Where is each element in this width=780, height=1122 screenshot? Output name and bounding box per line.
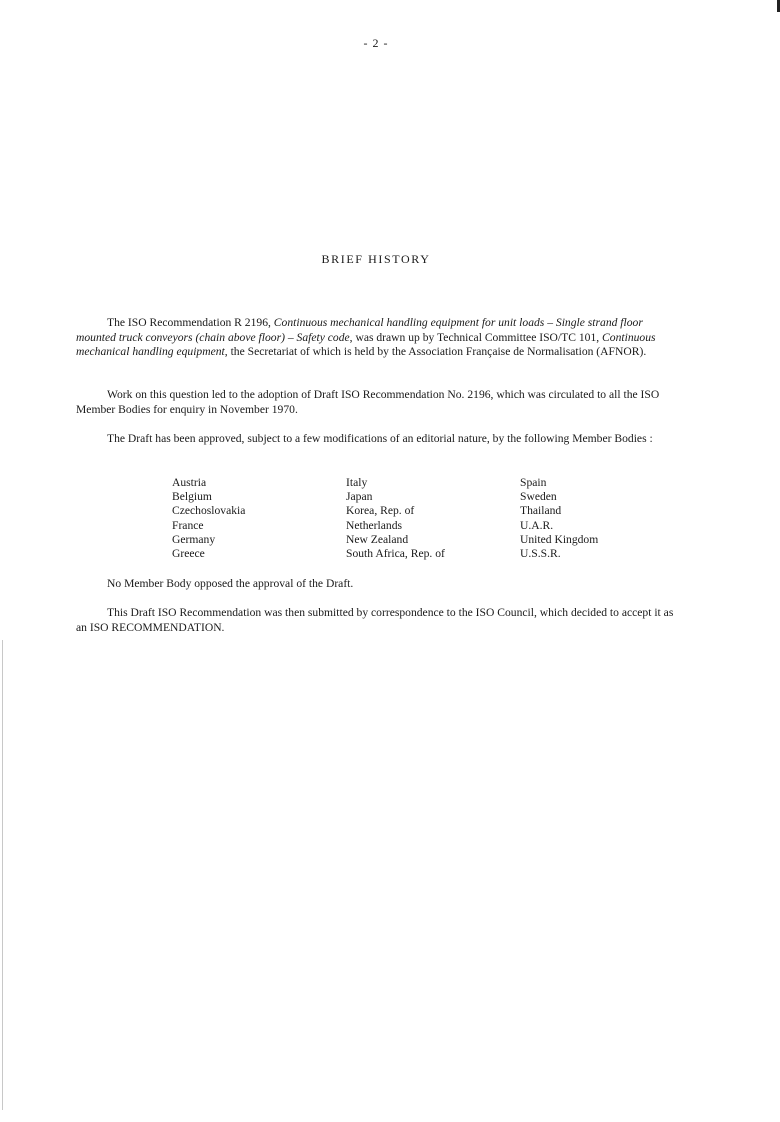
section-title: BRIEF HISTORY (321, 252, 431, 266)
member-body: South Africa, Rep. of (346, 547, 445, 561)
member-body: New Zealand (346, 532, 409, 546)
member-bodies-list (172, 476, 692, 561)
p1-text-a: The ISO Recommendation R 2196, (107, 316, 274, 329)
member-body: Greece (172, 547, 205, 561)
paragraph-approval (76, 432, 680, 447)
member-body: Spain (520, 476, 547, 489)
member-body: Netherlands (346, 518, 403, 532)
member-body: Thailand (520, 504, 562, 518)
p1-text-c: , was drawn up by Technical Committee ISO/TC 101, (349, 330, 603, 344)
member-body: Italy (346, 476, 368, 489)
member-body: U.A.R. (520, 518, 554, 532)
member-body: Japan (346, 490, 373, 504)
member-column-2 (346, 476, 520, 561)
p1-standard-title: Continuous mechanical handling equipment for unit loads – Single strand floor mounted truck conveyors (chain above floor) – Safety code (76, 316, 643, 344)
scan-edge-line (2, 640, 3, 1110)
p3-text: The Draft has been approved, subject to a few modifications of an editorial nature, by the following Member Bodies : (107, 432, 653, 445)
member-body: Belgium (172, 490, 212, 504)
member-body: Korea, Rep. of (346, 504, 415, 518)
member-body: Czechoslovakia (172, 504, 246, 518)
member-column-3 (520, 476, 692, 561)
member-body: France (172, 518, 204, 532)
member-body: Sweden (520, 490, 557, 504)
member-body: U.S.S.R. (520, 547, 561, 561)
member-column-1 (172, 476, 346, 561)
paragraph-no-opposition (76, 577, 680, 592)
member-body: Germany (172, 532, 216, 546)
p1-committee-title: Continuous mechanical handling equipment (76, 330, 656, 358)
member-body: Austria (172, 476, 207, 489)
p5-text: This Draft ISO Recommendation was then submitted by correspondence to the ISO Council, which decided to accept it as an ISO RECOMMENDATION. (76, 606, 674, 634)
p4-text: No Member Body opposed the approval of the Draft. (107, 577, 354, 590)
p1-text-e: , the Secretariat of which is held by the Association Française de Normalisation (AFNOR). (224, 345, 647, 358)
member-body: United Kingdom (520, 532, 599, 546)
paragraph-draft (76, 388, 680, 417)
page-number: - 2 - (363, 36, 389, 50)
paragraph-council (76, 606, 680, 635)
p2-text: Work on this question led to the adoption of Draft ISO Recommendation No. 2196, which was circulated to all the ISO Member Bodies for enquiry in November 1970. (76, 388, 660, 416)
paragraph-origin (76, 316, 680, 360)
